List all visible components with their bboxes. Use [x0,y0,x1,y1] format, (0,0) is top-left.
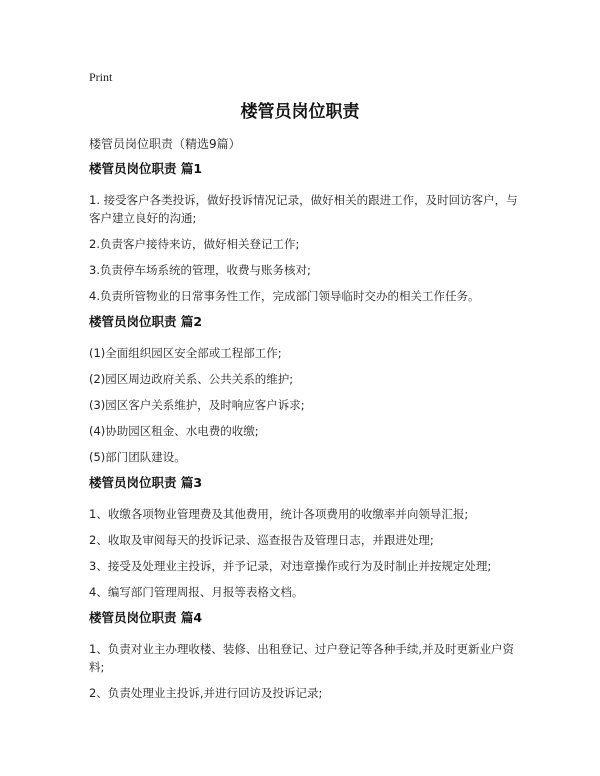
list-item: 3、接受及处理业主投诉，并予记录，对违章操作或行为及时制止并按规定处理; [89,559,492,573]
section-2 [89,313,524,466]
list-item: 1、负责对业主办理收楼、装修、出租登记、过户登记等各种手续,并及时更新业户资料; [89,642,514,674]
list-item: 2、负责处理业主投诉,并进行回访及投诉记录; [89,686,323,700]
print-label: Print [89,70,113,84]
list-item: (5)部门团队建设。 [89,450,186,464]
list-item: (3)园区客户关系维护，及时响应客户诉求; [89,398,305,412]
list-item: 1、收缴各项物业管理费及其他费用，统计各项费用的收缴率并向领导汇报; [89,507,469,521]
list-item: 3.负责停车场系统的管理，收费与账务核对; [89,263,311,277]
section-heading: 楼管员岗位职责 篇1 [89,161,203,176]
document-title: 楼管员岗位职责 [240,102,360,122]
list-item: (2)园区周边政府关系、公共关系的维护; [89,372,294,386]
document-body [89,160,524,710]
section-3 [89,474,524,601]
list-item: 2.负责客户接待来访，做好相关登记工作; [89,237,300,251]
section-1 [89,160,524,305]
list-item: (1)全面组织园区安全部或工程部工作; [89,346,282,360]
list-item: 2、收取及审阅每天的投诉记录、巡查报告及管理日志，并跟进处理; [89,533,434,547]
section-4 [89,609,524,702]
section-heading: 楼管员岗位职责 篇4 [89,610,203,625]
document-subtitle: 楼管员岗位职责（精选9篇） [89,137,241,151]
list-item: 4.负责所管物业的日常事务性工作，完成部门领导临时交办的相关工作任务。 [89,289,480,303]
section-heading: 楼管员岗位职责 篇2 [89,314,203,329]
list-item: (4)协助园区租金、水电费的收缴; [89,424,259,438]
section-heading: 楼管员岗位职责 篇3 [89,475,203,490]
list-item: 4、编写部门管理周报、月报等表格文档。 [89,585,304,599]
list-item: 1. 接受客户各类投诉，做好投诉情况记录，做好相关的跟进工作，及时回访客户，与客户建立良好的沟通; [89,193,518,225]
